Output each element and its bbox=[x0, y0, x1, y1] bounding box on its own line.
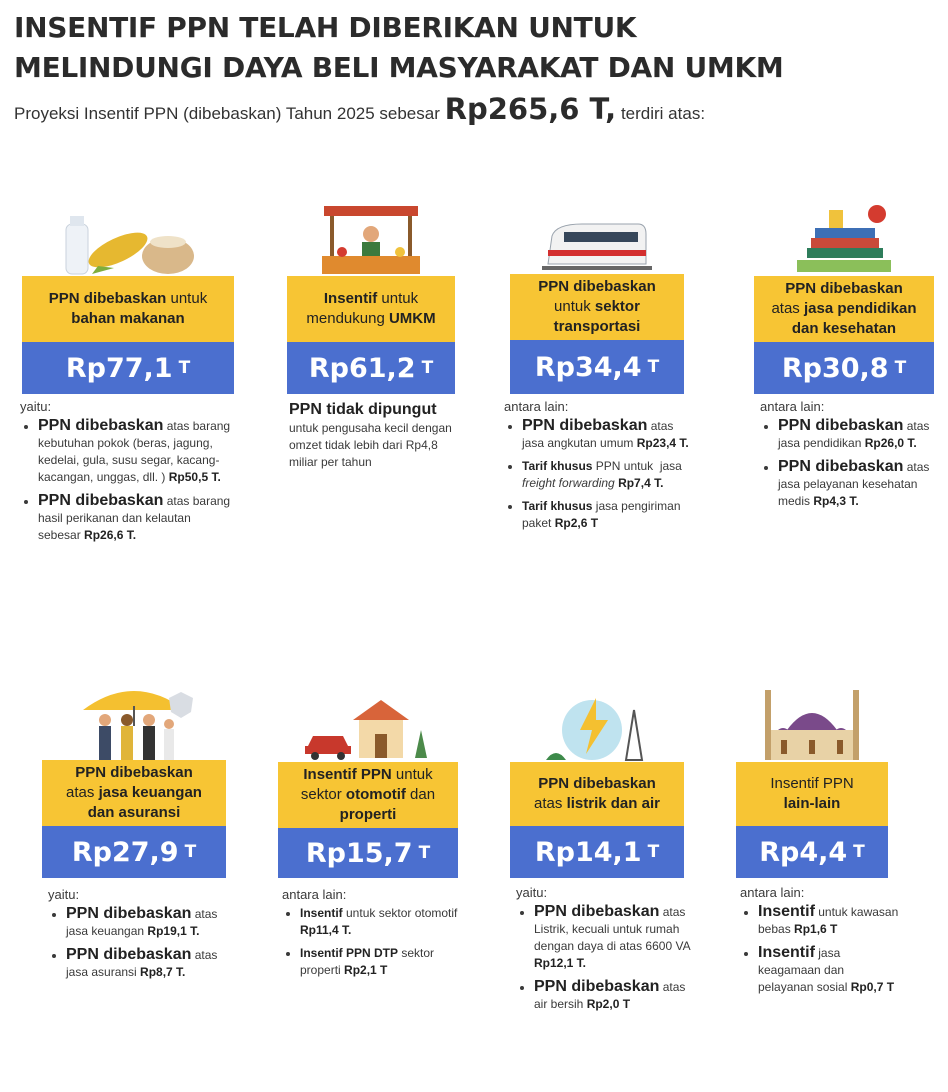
card-title-box bbox=[22, 276, 234, 342]
card-title: Insentif PPN lain-lain bbox=[770, 775, 854, 812]
umbrella-people-icon bbox=[42, 680, 226, 762]
card-amount-box bbox=[510, 826, 684, 878]
list-item: • PPN dibebaskan atas jasa pendidikan Rp26,0 T. bbox=[778, 417, 938, 452]
card-title-box bbox=[287, 276, 455, 342]
list-item: • PPN dibebaskan atas barang kebutuhan pokok (beras, jagung, kedelai, gula, susu segar, kacang-kacangan, unggas, dll. ) Rp50,5 T. bbox=[38, 417, 234, 486]
card-amount: Rp61,2 bbox=[308, 352, 416, 384]
list-item: • Tarif khusus PPN untuk jasa freight forwarding Rp7,4 T. bbox=[522, 458, 690, 492]
card-amount-unit: T bbox=[184, 842, 197, 862]
card-amount-box bbox=[22, 342, 234, 394]
card-amount: Rp15,7 bbox=[305, 837, 413, 869]
subtitle-amount: Rp265,6 T, bbox=[444, 92, 617, 126]
card-amount-box bbox=[42, 826, 226, 878]
card-title: PPN dibebaskan untuk bahan makanan bbox=[48, 290, 208, 327]
card-details-intro: yaitu: bbox=[516, 885, 548, 900]
card-title: PPN dibebaskan atas listrik dan air bbox=[534, 775, 660, 812]
card-details-intro: antara lain: bbox=[760, 399, 825, 414]
education-health-icon bbox=[754, 200, 934, 276]
mosque-icon bbox=[736, 682, 888, 762]
card-title: Insentif untuk mendukung UMKM bbox=[306, 290, 436, 327]
card-details-intro: antara lain: bbox=[282, 887, 347, 902]
card-details-list bbox=[740, 903, 902, 996]
card-title-box bbox=[278, 762, 458, 828]
subtitle-prefix: Proyeksi Insentif PPN (dibebaskan) Tahun 2025 sebesar bbox=[14, 104, 440, 123]
card-details bbox=[760, 398, 938, 516]
card-details bbox=[740, 884, 902, 1002]
list-item: • PPN dibebaskan atas barang hasil perikanan dan kelautan sebesar Rp26,6 T. bbox=[38, 492, 234, 544]
card-amount-box bbox=[736, 826, 888, 878]
card-amount-box bbox=[287, 342, 455, 394]
card-amount-unit: T bbox=[647, 842, 660, 862]
card-amount: Rp14,1 bbox=[534, 836, 642, 868]
card-details-intro: yaitu: bbox=[48, 887, 80, 902]
card-amount-unit: T bbox=[418, 843, 431, 863]
card-details-intro: yaitu: bbox=[20, 399, 52, 414]
card-amount-unit: T bbox=[853, 842, 865, 862]
card-details-body: untuk pengusaha kecil dengan omzet tidak lebih dari Rp4,8 miliar per tahun bbox=[289, 421, 452, 469]
list-item: • PPN dibebaskan atas Listrik, kecuali untuk rumah dengan daya di atas 6600 VA Rp12,1 T. bbox=[534, 903, 694, 972]
market-stall-icon bbox=[287, 204, 455, 276]
card-amount: Rp77,1 bbox=[65, 352, 173, 384]
card-title: PPN dibebaskan atas jasa pendidikan dan kesehatan bbox=[771, 280, 917, 337]
subtitle-suffix: terdiri atas: bbox=[620, 104, 706, 123]
card-amount-unit: T bbox=[647, 357, 660, 377]
card-details bbox=[282, 886, 462, 985]
list-item: • Insentif PPN DTP sektor properti Rp2,1 T bbox=[300, 945, 462, 979]
card-amount-box bbox=[754, 342, 934, 394]
card-title-box bbox=[736, 762, 888, 826]
page-title bbox=[14, 8, 944, 88]
card-amount-unit: T bbox=[421, 358, 434, 378]
card-amount-unit: T bbox=[178, 358, 191, 378]
card-details-list bbox=[516, 903, 694, 1013]
card-details-list bbox=[20, 417, 234, 544]
card-amount: Rp34,4 bbox=[534, 351, 642, 383]
card-title-box bbox=[42, 760, 226, 826]
card-details-lead: PPN tidak dipungut bbox=[289, 401, 437, 418]
card-amount: Rp4,4 bbox=[759, 836, 848, 868]
card-details-list bbox=[282, 905, 462, 979]
list-item: • Tarif khusus jasa pengiriman paket Rp2,6 T bbox=[522, 498, 690, 532]
card-title-box bbox=[510, 274, 684, 340]
card-amount: Rp30,8 bbox=[781, 352, 889, 384]
card-details-intro: antara lain: bbox=[740, 885, 805, 900]
list-item: • PPN dibebaskan atas air bersih Rp2,0 T bbox=[534, 978, 694, 1013]
card-details-list bbox=[760, 417, 938, 510]
card-amount-box bbox=[510, 340, 684, 394]
list-item: • PPN dibebaskan atas jasa pelayanan kesehatan medis Rp4,3 T. bbox=[778, 458, 938, 510]
list-item: • PPN dibebaskan atas jasa asuransi Rp8,7 T. bbox=[66, 946, 232, 981]
title-line-2: MELINDUNGI DAYA BELI MASYARAKAT DAN UMKM bbox=[14, 51, 784, 84]
food-staples-icon bbox=[22, 210, 234, 276]
list-item: • Insentif jasa keagamaan dan pelayanan sosial Rp0,7 T bbox=[758, 944, 902, 996]
card-details-list bbox=[504, 417, 690, 532]
card-details bbox=[20, 398, 234, 550]
card-amount-unit: T bbox=[894, 358, 907, 378]
electricity-water-icon bbox=[510, 690, 684, 764]
list-item: • PPN dibebaskan atas jasa angkutan umum Rp23,4 T. bbox=[522, 417, 690, 452]
card-title: PPN dibebaskan untuk sektor transportasi bbox=[538, 278, 656, 335]
train-icon bbox=[510, 214, 684, 274]
card-amount-box bbox=[278, 828, 458, 878]
list-item: • Insentif untuk sektor otomotif Rp11,4 T. bbox=[300, 905, 462, 939]
card-details bbox=[48, 886, 232, 987]
card-title-box bbox=[754, 276, 934, 342]
house-car-icon bbox=[278, 690, 458, 764]
card-title: PPN dibebaskan atas jasa keuangan dan asuransi bbox=[66, 764, 202, 821]
title-line-1: INSENTIF PPN TELAH DIBERIKAN UNTUK bbox=[14, 11, 637, 44]
card-details bbox=[516, 884, 694, 1019]
card-title: Insentif PPN untuk sektor otomotif dan properti bbox=[300, 766, 436, 823]
card-title-box bbox=[510, 762, 684, 826]
card-details bbox=[504, 398, 690, 538]
list-item: • PPN dibebaskan atas jasa keuangan Rp19,1 T. bbox=[66, 905, 232, 940]
list-item: • Insentif untuk kawasan bebas Rp1,6 T bbox=[758, 903, 902, 938]
card-details-intro: antara lain: bbox=[504, 399, 569, 414]
card-details bbox=[289, 398, 459, 471]
card-amount: Rp27,9 bbox=[71, 836, 179, 868]
subtitle bbox=[14, 92, 944, 126]
card-details-list bbox=[48, 905, 232, 981]
